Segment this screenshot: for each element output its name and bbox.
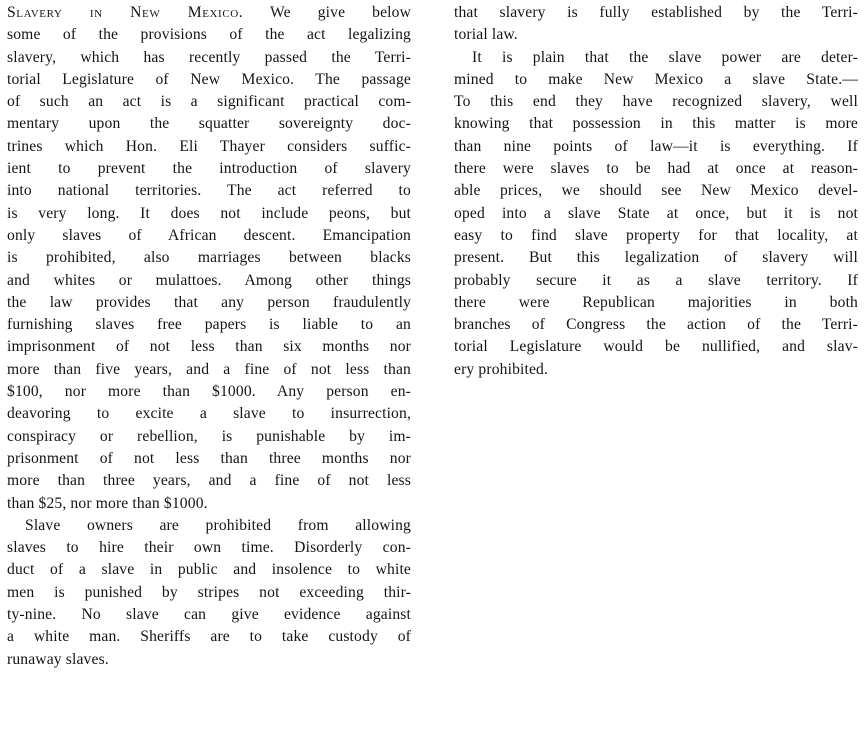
line-text: there were Republican majorities in both — [454, 293, 858, 311]
text-line — [454, 359, 858, 381]
text-line — [7, 314, 411, 336]
line-text: torial Legislature would be nullified, and slav- — [454, 338, 858, 356]
line-text: knowing that possession in this matter is more — [454, 115, 858, 133]
line-text: there were slaves to be had at once at reason- — [454, 160, 858, 178]
text-line — [7, 24, 411, 46]
text-line — [7, 180, 411, 202]
text-line — [7, 426, 411, 448]
line-text: probably secure it as a slave territory. If — [454, 271, 858, 289]
text-line — [7, 626, 411, 648]
text-line — [7, 649, 411, 671]
text-line — [7, 203, 411, 225]
line-text: torial law. — [454, 26, 518, 44]
text-line — [454, 314, 858, 336]
line-text: trines which Hon. Eli Thayer considers suffic- — [7, 137, 411, 155]
line-text: imprisonment of not less than six months nor — [7, 338, 411, 356]
text-line — [7, 292, 411, 314]
text-line — [454, 336, 858, 358]
line-text: more than five years, and a fine of not less than — [7, 360, 411, 378]
text-line — [454, 247, 858, 269]
text-line — [454, 225, 858, 247]
line-text: prisonment of not less than three months nor — [7, 449, 411, 467]
text-line — [7, 47, 411, 69]
line-text: furnishing slaves free papers is liable to an — [7, 316, 411, 334]
line-text: some of the provisions of the act legalizing — [7, 26, 411, 44]
line-text: men is punished by stripes not exceeding thir- — [7, 583, 411, 601]
line-text: conspiracy or rebellion, is punishable by im- — [7, 427, 411, 445]
text-line — [7, 493, 411, 515]
text-line — [7, 270, 411, 292]
text-line — [454, 270, 858, 292]
line-text: is very long. It does not include peons, but — [7, 204, 411, 222]
text-line — [7, 113, 411, 135]
text-line — [7, 91, 411, 113]
line-text: only slaves of African descent. Emancipation — [7, 226, 411, 244]
line-text: torial Legislature of New Mexico. The passage — [7, 70, 411, 88]
line-text: duct of a slave in public and insolence to white — [7, 561, 411, 579]
line-text: slaves to hire their own time. Disorderly con- — [7, 539, 411, 557]
line-text: more than three years, and a fine of not less — [7, 472, 411, 490]
text-line — [7, 448, 411, 470]
line-text: ient to prevent the introduction of slavery — [7, 160, 411, 178]
article-heading: Slavery in New Mexico. — [7, 4, 244, 21]
line-text: than nine points of law—it is everything. If — [454, 137, 858, 155]
text-line — [7, 136, 411, 158]
text-line — [454, 292, 858, 314]
line-text: than $25, nor more than $1000. — [7, 494, 208, 512]
right-column — [454, 2, 858, 381]
text-line — [7, 559, 411, 581]
line-text: mined to make New Mexico a slave State.— — [454, 70, 858, 88]
line-text: that slavery is fully established by the Terri- — [454, 4, 858, 21]
line-text: deavoring to excite a slave to insurrection, — [7, 405, 411, 423]
line-text: and whites or mulattoes. Among other things — [7, 271, 411, 289]
line-text: mentary upon the squatter sovereignty doc- — [7, 115, 411, 133]
text-line — [7, 515, 411, 537]
text-line — [7, 359, 411, 381]
text-line — [454, 136, 858, 158]
line-text: ery prohibited. — [454, 360, 549, 378]
line-text: runaway slaves. — [7, 650, 109, 668]
line-text: We give below — [243, 4, 411, 21]
line-text: able prices, we should see New Mexico devel- — [454, 182, 858, 200]
text-line — [454, 24, 858, 46]
text-line — [7, 225, 411, 247]
text-line — [7, 247, 411, 269]
text-line — [454, 113, 858, 135]
text-line — [454, 158, 858, 180]
text-line — [7, 2, 411, 24]
text-line — [7, 69, 411, 91]
line-text: present. But this legalization of slavery will — [454, 249, 858, 267]
text-line — [454, 69, 858, 91]
text-line — [7, 470, 411, 492]
text-line — [7, 403, 411, 425]
line-text: the law provides that any person fraudulently — [7, 293, 411, 311]
left-column — [7, 2, 411, 671]
text-line — [454, 91, 858, 113]
line-text: a white man. Sheriffs are to take custody of — [7, 628, 411, 646]
line-text: oped into a slave State at once, but it is not — [454, 204, 858, 222]
line-text: of such an act is a significant practical com- — [7, 93, 411, 111]
line-text: ty-nine. No slave can give evidence against — [7, 606, 411, 624]
line-text: slavery, which has recently passed the Terri- — [7, 48, 411, 66]
text-line — [7, 158, 411, 180]
line-text: is prohibited, also marriages between blacks — [7, 249, 411, 267]
text-line — [7, 537, 411, 559]
text-line — [454, 203, 858, 225]
line-text: To this end they have recognized slavery, well — [454, 93, 858, 111]
line-text: easy to find slave property for that locality, at — [454, 226, 858, 244]
text-line — [454, 2, 858, 24]
line-text: $100, nor more than $1000. Any person en- — [7, 383, 411, 401]
text-line — [7, 336, 411, 358]
text-line — [454, 180, 858, 202]
line-text: Slave owners are prohibited from allowing — [25, 516, 411, 534]
line-text: branches of Congress the action of the Terri- — [454, 316, 858, 334]
line-text: into national territories. The act referred to — [7, 182, 411, 200]
line-text: It is plain that the slave power are deter- — [472, 48, 858, 66]
text-line — [7, 604, 411, 626]
text-line — [454, 47, 858, 69]
text-line — [7, 381, 411, 403]
text-line — [7, 582, 411, 604]
